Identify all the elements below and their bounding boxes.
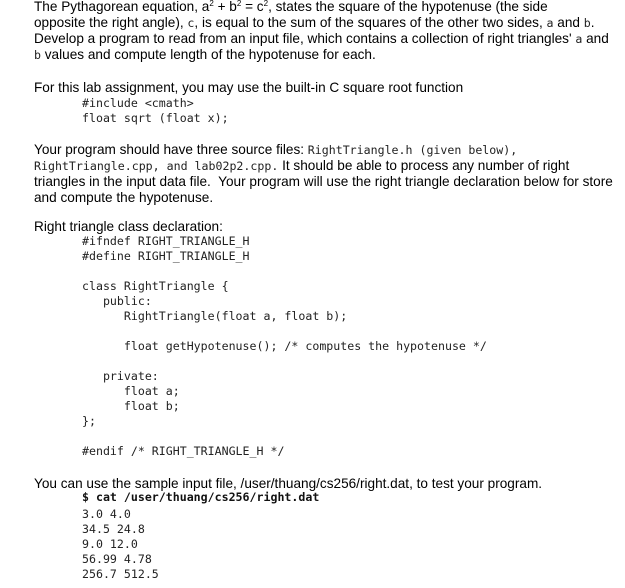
superscript: 2 — [236, 0, 242, 8]
sqrt-code-line: float sqrt (float x); — [82, 111, 229, 125]
data-line: 34.5 24.8 — [82, 522, 145, 536]
text-run: Develop a program to read from an input file, which contains a collection of right triangles' — [34, 31, 576, 46]
files-line-3: triangles in the input data file. Your program will use the right triangle declaration below for store — [34, 174, 613, 189]
sqrt-code-line: #include <cmath> — [82, 96, 194, 110]
text-run: + b — [213, 0, 237, 14]
files-line-4: and compute the hypotenuse. — [34, 190, 214, 205]
code-inline: b — [34, 48, 41, 62]
text-run: opposite the right angle), — [34, 15, 188, 30]
class-code-line: float b; — [82, 399, 180, 413]
data-line: 56.99 4.78 — [82, 552, 152, 566]
code-inline: b — [583, 16, 591, 30]
text-run: Your program should have three source files: — [34, 142, 308, 157]
class-heading: Right triangle class declaration: — [34, 219, 223, 234]
text-run: values and compute length of the hypotenuse for each. — [40, 47, 376, 62]
code-inline: a — [575, 32, 583, 46]
code-inline: a — [546, 16, 554, 30]
class-code-line: float a; — [82, 384, 180, 398]
code-inline: c — [187, 16, 195, 30]
text-run: . — [590, 15, 595, 30]
text-run: = c — [241, 0, 264, 14]
code-inline: RightTriangle.cpp, and lab02p2.cpp. — [34, 159, 279, 173]
sample-intro-text: You can use the sample input file, /user/thuang/cs256/right.dat, to test your program. — [34, 476, 543, 491]
text-run: and — [553, 15, 584, 30]
shell-command: $ cat /user/thuang/cs256/right.dat — [82, 490, 320, 504]
sqrt-intro-text: For this lab assignment, you may use the built-in C square root function — [34, 80, 464, 95]
superscript: 2 — [263, 0, 269, 8]
code-inline: RightTriangle.h (given below), — [307, 143, 518, 157]
class-code-line: #define RIGHT_TRIANGLE_H — [82, 249, 250, 263]
class-code-line: float getHypotenuse(); /* computes the hypotenuse */ — [82, 339, 487, 353]
data-line: 256.7 512.5 — [82, 567, 159, 581]
class-code-line: #endif /* RIGHT_TRIANGLE_H */ — [82, 444, 285, 458]
text-run: , is equal to the sum of the squares of the other two sides, — [194, 15, 547, 30]
class-code-line: RightTriangle(float a, float b); — [82, 309, 348, 323]
text-run: The Pythagorean equation, a — [34, 0, 210, 14]
text-run: and — [582, 31, 609, 46]
class-code-line: #ifndef RIGHT_TRIANGLE_H — [82, 234, 250, 248]
class-code-line: class RightTriangle { — [82, 279, 229, 293]
class-code-line: }; — [82, 414, 96, 428]
text-run: It should be able to process any number of right — [278, 158, 570, 173]
data-line: 9.0 12.0 — [82, 537, 138, 551]
class-code-line: private: — [82, 369, 159, 383]
superscript: 2 — [209, 0, 214, 8]
data-line: 3.0 4.0 — [82, 507, 131, 521]
intro-line-4 — [34, 46, 376, 64]
class-code-line: public: — [82, 294, 152, 308]
text-run: , states the square of the hypotenuse (the side — [268, 0, 548, 14]
